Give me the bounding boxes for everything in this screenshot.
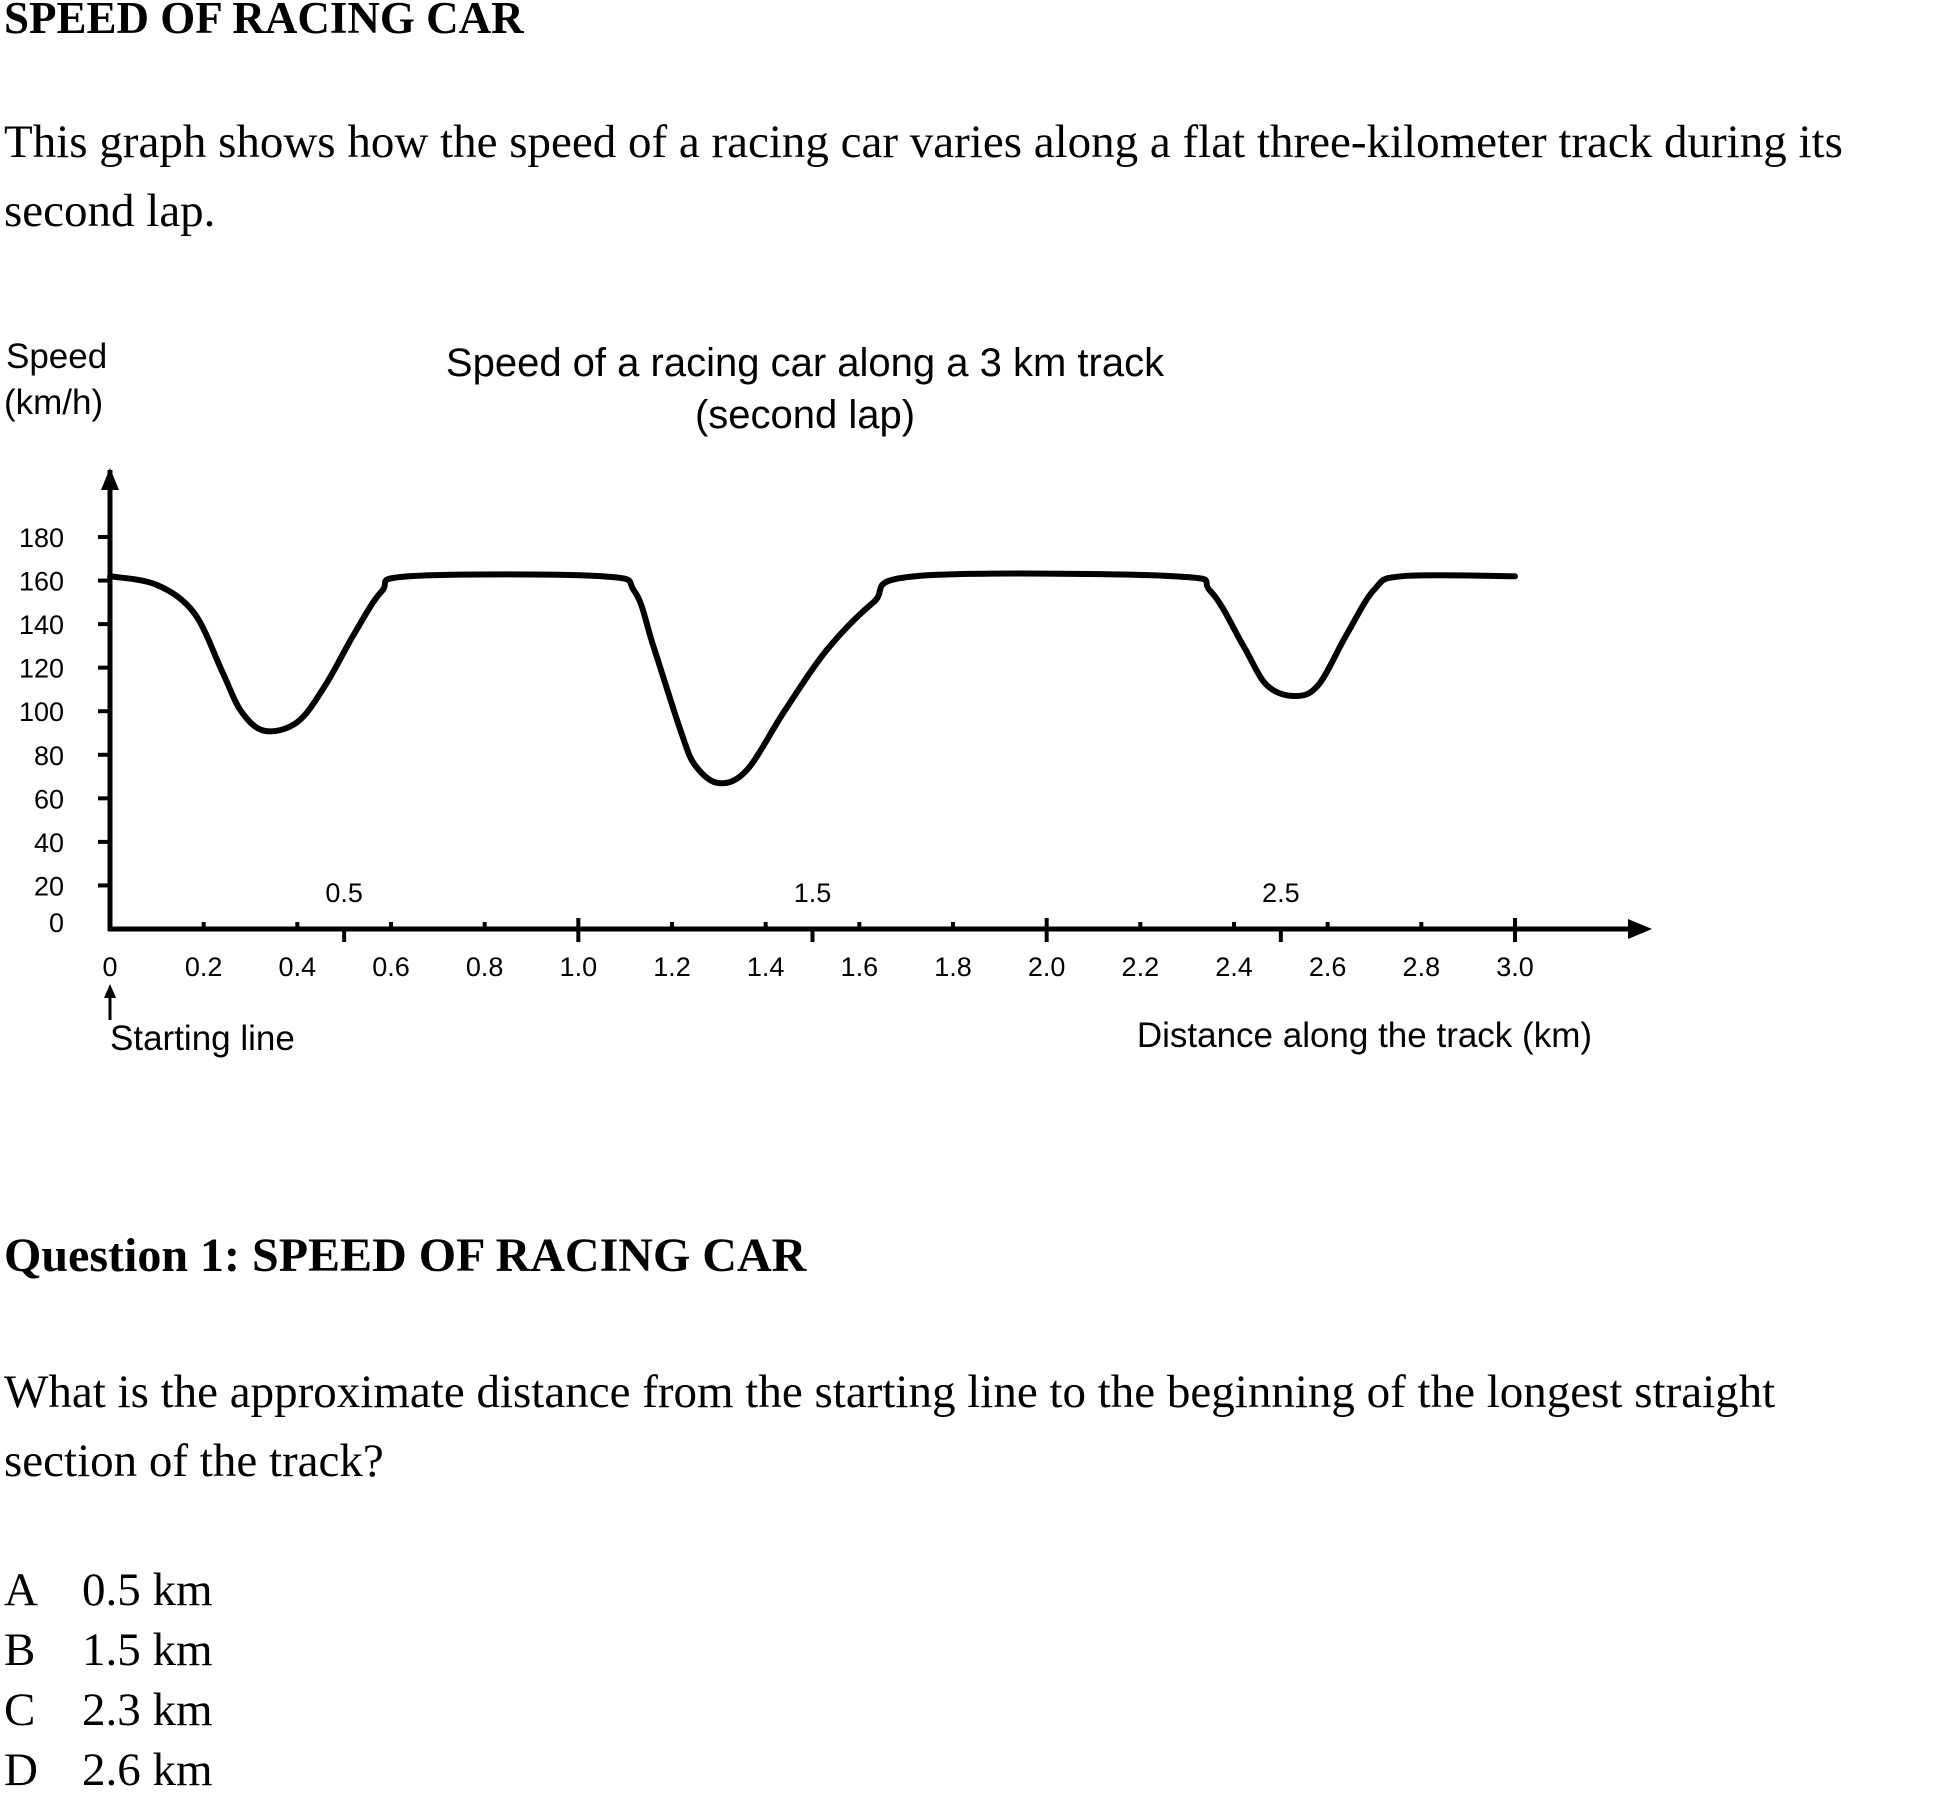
x-tick-label: 1.8: [934, 952, 972, 982]
option-letter: D: [4, 1744, 38, 1796]
x-tick-label: 2.0: [1027, 952, 1066, 982]
y-tick-label: 100: [18, 697, 64, 728]
x-tick-label: 2.8: [1402, 952, 1441, 982]
question-heading: Question 1: SPEED OF RACING CAR: [4, 1229, 807, 1282]
speed-series-line: [110, 574, 1515, 784]
y-tick-label: 80: [33, 740, 64, 771]
x-tick-label: 0: [102, 952, 118, 982]
x-half-tick-label: 0.5: [325, 878, 363, 908]
y-axis-label: Speed: [6, 337, 108, 376]
document-title: SPEED OF RACING CAR: [4, 0, 524, 43]
x-tick-label: 3.0: [1496, 952, 1534, 982]
y-ticks: [19, 523, 110, 938]
answer-options: [4, 1560, 213, 1800]
x-tick-label: 2.2: [1121, 952, 1160, 982]
x-tick-label: 0.2: [184, 952, 223, 982]
x-tick-label: 0.6: [372, 952, 410, 982]
option-text: 1.5 km: [82, 1624, 213, 1676]
x-tick-label: 0.8: [465, 952, 504, 982]
y-tick-label: 160: [18, 566, 64, 597]
starting-line-marker: [104, 984, 295, 1058]
starting-line-label: Starting line: [110, 1019, 295, 1058]
answer-option-c[interactable]: [4, 1680, 213, 1740]
x-tick-label: 2.6: [1308, 952, 1347, 982]
y-tick-label: 60: [33, 784, 64, 815]
x-tick-label: 2.4: [1215, 952, 1253, 982]
option-letter: B: [4, 1624, 36, 1676]
y-tick-label: 0: [48, 908, 64, 938]
chart-title: Speed of a racing car along a 3 km track: [445, 341, 1165, 385]
answer-option-d[interactable]: [4, 1740, 213, 1800]
x-tick-label: 1.6: [840, 952, 879, 982]
option-text: 0.5 km: [82, 1564, 213, 1616]
option-text: 2.3 km: [82, 1684, 213, 1736]
x-half-tick-label: 2.5: [1262, 878, 1300, 908]
answer-option-b[interactable]: [4, 1620, 213, 1680]
option-letter: A: [4, 1564, 38, 1616]
y-tick-label: 120: [18, 653, 64, 684]
chart-subtitle: (second lap): [694, 393, 916, 437]
y-tick-label: 20: [33, 871, 64, 902]
y-tick-label: 180: [18, 523, 64, 553]
y-axis-unit: (km/h): [4, 383, 104, 422]
chart-axes: [101, 468, 1652, 939]
y-axis-arrowhead: [101, 468, 119, 490]
speed-chart: [0, 320, 1950, 1080]
x-half-tick-label: 1.5: [793, 878, 832, 908]
x-tick-label: 0.4: [278, 952, 317, 982]
y-tick-label: 40: [33, 827, 64, 858]
intro-paragraph: This graph shows how the speed of a racing car varies along a flat three-kilometer track during its second lap.: [4, 116, 1843, 237]
x-axis-arrowhead: [1628, 919, 1652, 939]
x-tick-label: 1.4: [746, 952, 785, 982]
starting-line-arrowhead: [104, 984, 116, 998]
option-text: 2.6 km: [82, 1744, 213, 1796]
question-text: What is the approximate distance from the starting line to the beginning of the longest straight section of the track?: [4, 1366, 1776, 1487]
x-axis-label: Distance along the track (km): [1136, 1016, 1592, 1055]
x-half-ticks: [325, 878, 1299, 942]
x-tick-label: 1.2: [653, 952, 691, 982]
option-letter: C: [4, 1684, 36, 1736]
x-tick-label: 1.0: [559, 952, 598, 982]
y-tick-label: 140: [18, 610, 64, 641]
answer-option-a[interactable]: [4, 1560, 213, 1620]
